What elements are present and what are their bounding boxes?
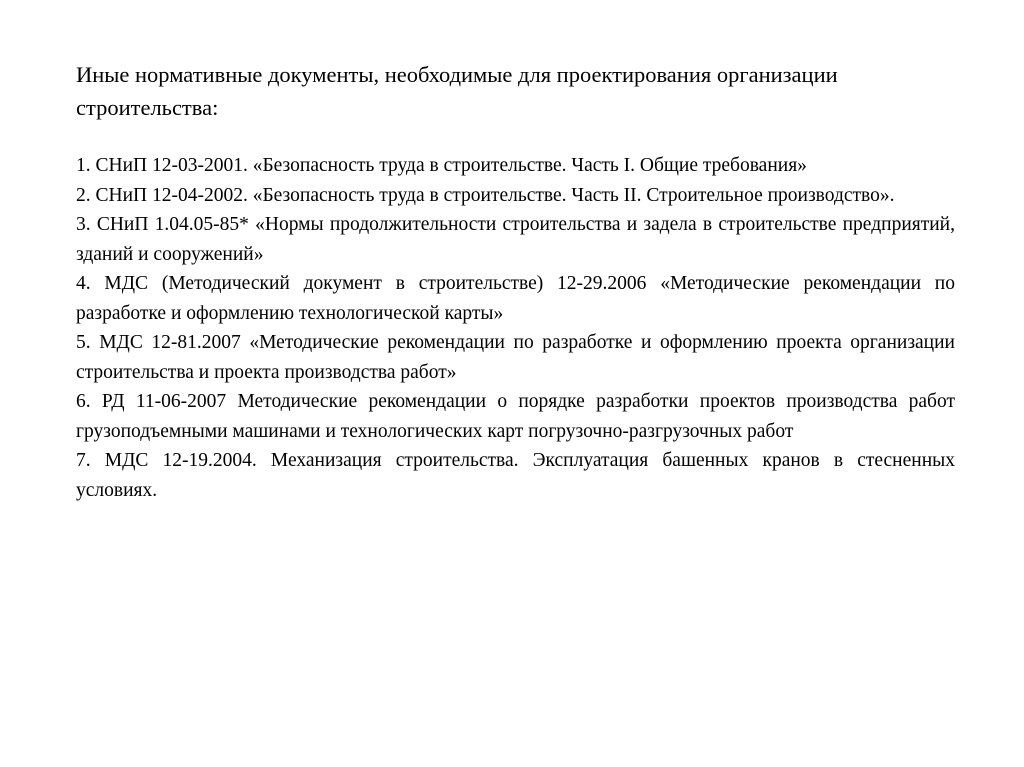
list-item: 3. СНиП 1.04.05-85* «Нормы продолжительности строительства и задела в строительстве предприятий, зданий и сооружений»: [76, 214, 955, 265]
slide-title: Иные нормативные документы, необходимые для проектирования организации строительства:: [76, 62, 838, 120]
list-item: 5. МДС 12-81.2007 «Методические рекомендации по разработке и оформлению проекта организации строительства и проекта производства работ»: [76, 332, 955, 383]
document-list: [76, 151, 955, 505]
list-item: 6. РД 11-06-2007 Методические рекомендации о порядке разработки проектов производства работ грузоподъемными машинами и технологических карт погрузочно-разгрузочных работ: [76, 391, 955, 442]
list-item: 7. МДС 12-19.2004. Механизация строительства. Эксплуатация башенных кранов в стесненных условиях.: [76, 450, 955, 501]
list-item: 1. СНиП 12-03-2001. «Безопасность труда в строительстве. Часть I. Общие требования»: [76, 155, 807, 176]
list-item: 4. МДС (Методический документ в строительстве) 12-29.2006 «Методические рекомендации по разработке и оформлению технологической карты»: [76, 273, 955, 324]
slide-content: [76, 58, 955, 505]
list-item: 2. СНиП 12-04-2002. «Безопасность труда в строительстве. Часть II. Строительное производство».: [76, 184, 895, 206]
